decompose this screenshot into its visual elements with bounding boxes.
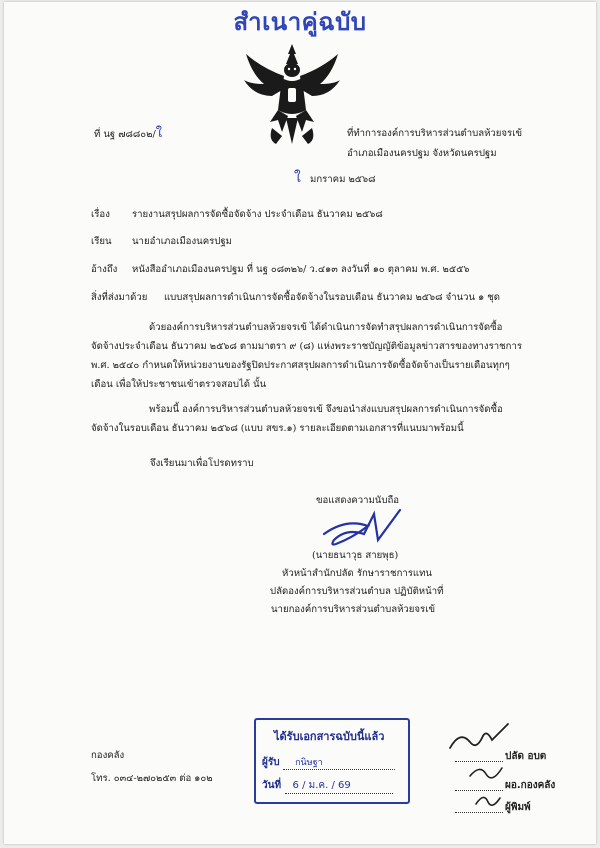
- copy-stamp-title: สำเนาคู่ฉบับ: [233, 8, 367, 36]
- closing-request: จึงเรียนมาเพื่อโปรดทราบ: [150, 458, 254, 469]
- paragraph-1-line: เดือน เพื่อให้ประชาชนเข้าตรวจสอบได้ นั้น: [91, 379, 267, 390]
- to-label: เรียน: [91, 236, 112, 247]
- to-text: นายอำเภอเมืองนครปฐม: [132, 236, 232, 247]
- receipt-stamp: [254, 718, 410, 804]
- receipt-date-label: วันที่: [262, 780, 282, 791]
- signer-title-1: หัวหน้าสำนักปลัด รักษาราชการแทน: [282, 568, 432, 579]
- office-address-line2: อำเภอเมืองนครปฐม จังหวัดนครปฐม: [347, 148, 497, 159]
- receipt-date-row: [262, 778, 393, 794]
- receipt-receiver-row: [262, 755, 395, 770]
- paragraph-1-line: จัดจ้างประจำเดือน ธันวาคม ๒๕๖๘ ตามมาตรา ๙ (๘) แห่งพระราชบัญญัติข้อมูลข่าวสารของทางราชการ: [91, 341, 523, 352]
- letter-date: [294, 172, 376, 186]
- enclosure-label: สิ่งที่ส่งมาด้วย: [91, 292, 148, 303]
- receipt-date-value: 6 / ม.ค. / 69: [285, 778, 393, 794]
- garuda-emblem: [242, 40, 342, 152]
- closing-salutation: ขอแสดงความนับถือ: [316, 495, 400, 506]
- paragraph-1-line: พ.ศ. ๒๕๔๐ กำหนดให้หน่วยงานของรัฐปิดประกาศสรุปผลการดำเนินการจัดซื้อจัดจ้างเป็นรายเดือนทุกๆ: [91, 360, 510, 371]
- initial-signature-2: [466, 762, 510, 786]
- subject-text: รายงานสรุปผลการจัดซื้อจัดจ้าง ประจำเดือน ธันวาคม ๒๕๖๘: [132, 209, 383, 220]
- subject-label: เรื่อง: [91, 209, 110, 220]
- initial-signature-3: [470, 790, 510, 812]
- receipt-stamp-title: ได้รับเอกสารฉบับนี้แล้ว: [274, 730, 385, 743]
- initial-label-typist: ผู้พิมพ์: [505, 802, 531, 813]
- paragraph-2-line: พร้อมนี้ องค์การบริหารส่วนตำบลห้วยจรเข้ จึงขอนำส่งแบบสรุปผลการดำเนินการจัดซื้อ: [149, 404, 503, 415]
- date-month-year: มกราคม ๒๕๖๘: [310, 174, 376, 185]
- date-day-handwritten: ใ: [294, 170, 301, 186]
- reference-number-handwritten: ใ: [155, 126, 163, 141]
- signature-mark: [316, 504, 416, 554]
- signer-title-2: ปลัดองค์การบริหารส่วนตำบล ปฏิบัติหน้าที่: [270, 586, 444, 597]
- footer-phone: โทร. ๐๓๔-๒๗๐๒๕๓ ต่อ ๑๐๒: [91, 773, 213, 784]
- footer-department: กองคลัง: [91, 750, 125, 761]
- initial-line-3: [455, 812, 503, 813]
- enclosure-text: แบบสรุปผลการดำเนินการจัดซื้อจัดจ้างในรอบเดือน ธันวาคม ๒๕๖๘ จำนวน ๑ ชุด: [164, 292, 501, 303]
- reference-label: อ้างถึง: [91, 264, 118, 275]
- signer-name: (นายธนาวุธ สายพุธ): [312, 550, 399, 561]
- reference-number: [94, 127, 162, 141]
- initial-label-finance-director: ผอ.กองคลัง: [505, 780, 556, 791]
- reference-number-text: ที่ นฐ ๗๘๘๐๒/: [94, 129, 156, 140]
- signer-title-3: นายกองค์การบริหารส่วนตำบลห้วยจรเข้: [271, 604, 436, 615]
- receipt-receiver-label: ผู้รับ: [262, 757, 280, 768]
- receipt-receiver-value: กนิษฐา: [283, 755, 395, 770]
- initial-label-deputy: ปลัด อบต: [505, 751, 547, 762]
- body-paragraph-1: [91, 318, 521, 394]
- body-paragraph-2: [91, 400, 521, 438]
- paragraph-1-line: ด้วยองค์การบริหารส่วนตำบลห้วยจรเข้ ได้ดำเนินการจัดทำสรุปผลการดำเนินการจัดซื้อ: [149, 322, 503, 333]
- office-address-line1: ที่ทำการองค์การบริหารส่วนตำบลห้วยจรเข้: [347, 128, 523, 139]
- reference-text: หนังสืออำเภอเมืองนครปฐม ที่ นฐ ๐๘๓๒๖/ ว.๔๑๓ ลงวันที่ ๑๐ ตุลาคม พ.ศ. ๒๕๕๖: [132, 264, 470, 275]
- paragraph-2-line: จัดจ้างในรอบเดือน ธันวาคม ๒๕๖๘ (แบบ สขร.๑) รายละเอียดตามเอกสารที่แนบมาพร้อมนี้: [91, 423, 464, 434]
